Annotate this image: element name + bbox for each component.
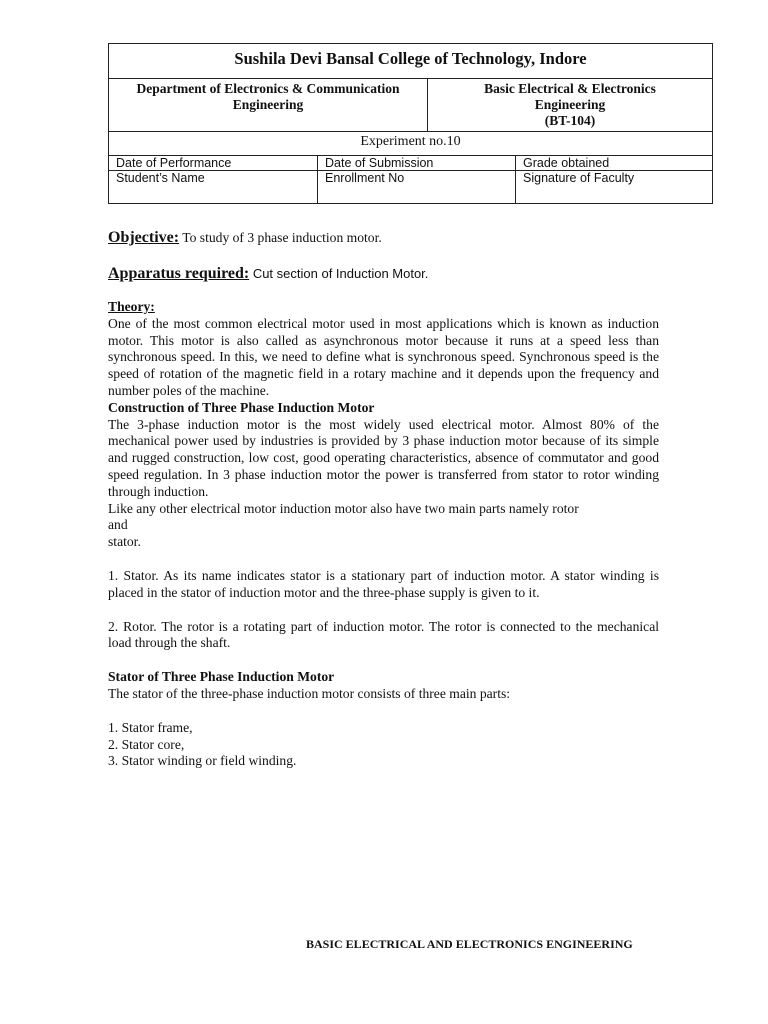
grade-obtained-label: Grade obtained xyxy=(516,156,713,171)
course-code: (BT-104) xyxy=(544,113,596,128)
theory-paragraph-3-line-2: and xyxy=(108,517,128,533)
student-name-label: Student’s Name xyxy=(109,171,318,204)
apparatus-line xyxy=(108,264,659,284)
date-of-performance-label: Date of Performance xyxy=(109,156,318,171)
course-line2: Engineering xyxy=(534,97,606,112)
objective-label: Objective: xyxy=(108,229,180,246)
stator-intro: The stator of the three-phase induction motor consists of three main parts: xyxy=(108,685,511,701)
department-line1: Department of Electronics & Communication xyxy=(136,81,400,96)
objective-text: To study of 3 phase induction motor. xyxy=(179,230,382,245)
faculty-signature-label: Signature of Faculty xyxy=(516,171,713,204)
rotor-item: 2. Rotor. The rotor is a rotating part of induction motor. The rotor is connected to the mechanical load through the shaft. xyxy=(108,618,659,651)
page-footer: BASIC ELECTRICAL AND ELECTRONICS ENGINEERING xyxy=(306,937,633,951)
course-cell xyxy=(428,79,713,132)
apparatus-text: Cut section of Induction Motor. xyxy=(249,266,429,281)
document-body xyxy=(108,228,659,770)
construction-heading: Construction of Three Phase Induction Motor xyxy=(108,399,375,415)
stator-item: 1. Stator. As its name indicates stator is a stationary part of induction motor. A stator winding is placed in the stator of induction motor and the three-phase supply is given to it. xyxy=(108,567,659,600)
stator-heading: Stator of Three Phase Induction Motor xyxy=(108,669,335,685)
apparatus-label: Apparatus required: xyxy=(108,265,250,282)
theory-paragraph-3-line-1: Like any other electrical motor induction motor also have two main parts namely rotor xyxy=(108,500,579,516)
header-table xyxy=(108,43,713,204)
stator-part-frame: 1. Stator frame, xyxy=(108,719,193,735)
date-of-submission-label: Date of Submission xyxy=(318,156,516,171)
department-line2: Engineering xyxy=(232,97,304,112)
college-name: Sushila Devi Bansal College of Technology, Indore xyxy=(109,44,713,79)
stator-part-winding: 3. Stator winding or field winding. xyxy=(108,753,297,769)
theory-label: Theory: xyxy=(108,299,155,314)
course-line1: Basic Electrical & Electronics xyxy=(484,81,656,96)
theory-paragraph-1: One of the most common electrical motor used in most applications which is known as induction motor. This motor is also called as asynchronous motor because it runs at a speed less than synchronous speed. In this, we need to define what is synchronous speed. Synchronous speed is the speed of rotation of the magnetic field in a rotary machine and it depends upon the frequency and number poles of the machine. xyxy=(108,315,659,398)
department-cell xyxy=(109,79,428,132)
stator-part-core: 2. Stator core, xyxy=(108,736,185,752)
experiment-number: Experiment no.10 xyxy=(109,132,713,156)
theory-paragraph-2: The 3-phase induction motor is the most widely used electrical motor. Almost 80% of the mechanical power used by industries is provided by 3 phase induction motor because of its simple and rugged construction, low cost, good operating characteristics, absence of commutator and good speed regulation. In 3 phase induction motor the power is transferred from stator to rotor winding through induction. xyxy=(108,416,659,499)
theory-paragraph-3-line-3: stator. xyxy=(108,534,141,550)
objective-line xyxy=(108,228,659,248)
enrollment-no-label: Enrollment No xyxy=(318,171,516,204)
